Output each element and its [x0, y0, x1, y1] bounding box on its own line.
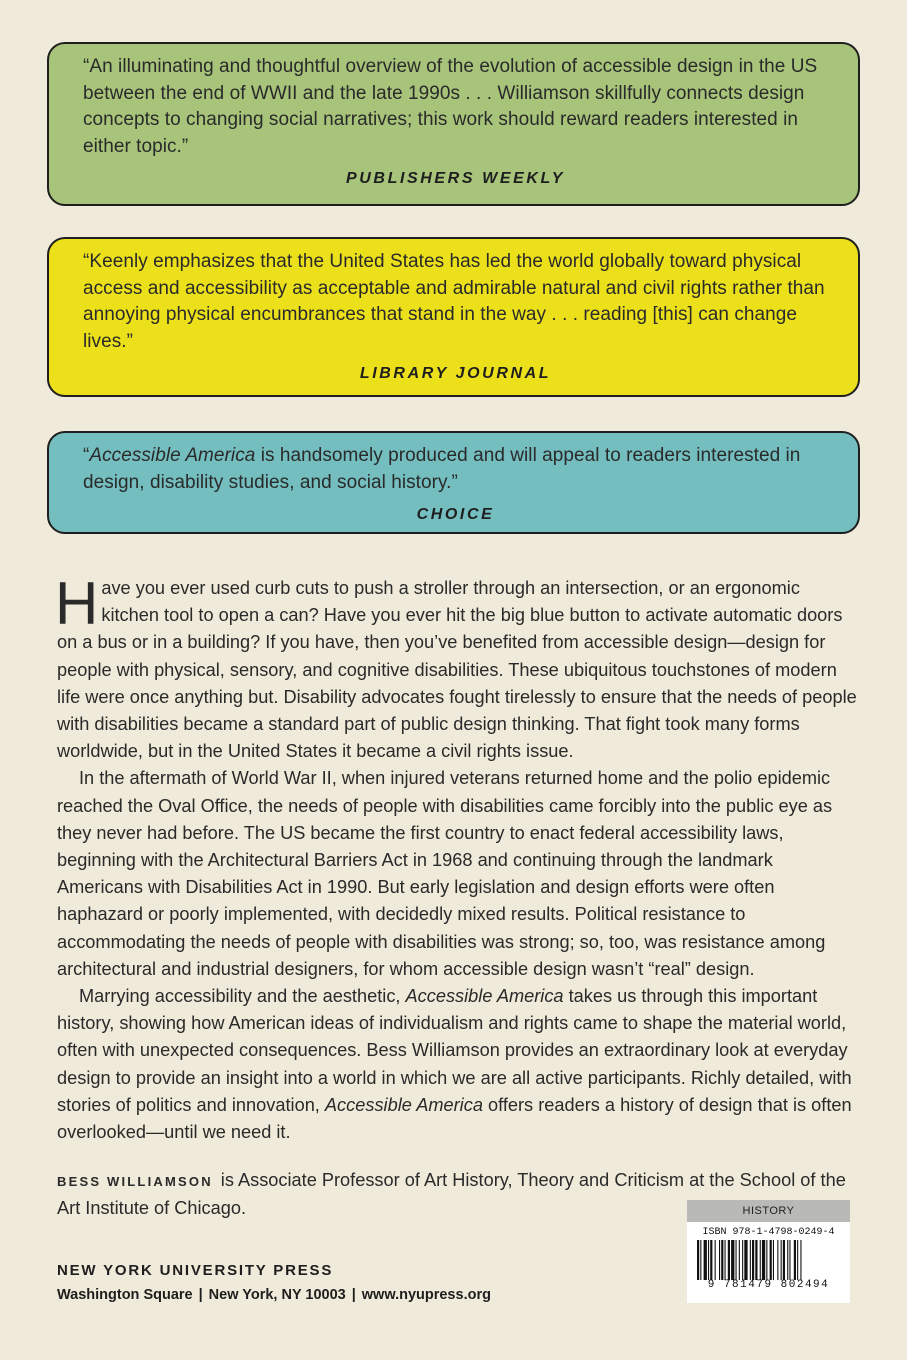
barcode-bar: [783, 1240, 785, 1280]
review-quote: “An illuminating and thoughtful overview of the evolution of accessible design in the US between the end of WWII and the late 1990s . . . Williamson skillfully connects design concepts to changing social narratives; this work should reward readers interested in either topic.”: [83, 56, 818, 157]
separator: |: [351, 1287, 356, 1303]
barcode-bar: [762, 1240, 765, 1280]
barcode-bar: [742, 1240, 743, 1280]
barcode-bar: [770, 1240, 772, 1280]
barcode-bar: [794, 1240, 796, 1280]
barcode-bar: [715, 1240, 716, 1280]
category-label: HISTORY: [687, 1200, 850, 1222]
quote-open-mark: “: [83, 445, 90, 466]
barcode-bar: [777, 1240, 778, 1280]
barcode-bar: [704, 1240, 707, 1280]
barcode-bar: [760, 1240, 761, 1280]
publisher-block: [57, 1262, 491, 1303]
barcode-bar: [750, 1240, 751, 1280]
publisher-website: www.nyupress.org: [361, 1287, 491, 1303]
drop-cap: H: [55, 570, 99, 637]
publisher-address: [57, 1287, 491, 1303]
publisher-name: NEW YORK UNIVERSITY PRESS: [57, 1262, 334, 1279]
barcode-bar: [697, 1240, 699, 1280]
barcode-bar: [725, 1240, 726, 1280]
book-description: [55, 570, 857, 1146]
description-paragraph-3: [57, 983, 857, 1146]
review-box-choice: [47, 431, 860, 534]
barcode-bar: [736, 1240, 737, 1280]
barcode-bar: [787, 1240, 788, 1280]
barcode-bar: [708, 1240, 709, 1280]
isbn-number: ISBN 978-1-4798-0249-4: [702, 1227, 835, 1238]
review-source: CHOICE: [416, 506, 495, 523]
barcode-bar: [744, 1240, 747, 1280]
review-box-publishers-weekly: [47, 42, 860, 206]
barcode-bar: [781, 1240, 782, 1280]
review-quote: “Keenly emphasizes that the United States has led the world globally toward physical access and accessibility as acceptable and admirable natural and civil rights rather than annoying physical encumbrances that stand in the way . . . reading [this] can change lives.”: [83, 251, 825, 352]
barcode-bar: [710, 1240, 712, 1280]
barcode-bar: [739, 1240, 740, 1280]
barcode-icon: [693, 1240, 844, 1280]
author-name: BESS WILLIAMSON: [57, 1174, 213, 1189]
author-bio-text: is Associate Professor of Art History, Theory and Criticism at the School of the Art Institute of Chicago.: [57, 1170, 846, 1218]
ean-number: 9 781479 802494: [707, 1279, 830, 1291]
barcode-bar: [752, 1240, 754, 1280]
separator: |: [198, 1287, 203, 1303]
barcode-bar: [721, 1240, 723, 1280]
review-box-library-journal: [47, 237, 860, 397]
quote-rest: is handsomely produced and will appeal to readers interested in design, disability studies, and social history.”: [83, 445, 801, 493]
review-source: LIBRARY JOURNAL: [359, 365, 552, 382]
barcode-box: [687, 1222, 850, 1303]
barcode-bar: [797, 1240, 798, 1280]
barcode-bar: [755, 1240, 757, 1280]
book-title: Accessible America: [405, 986, 564, 1007]
barcode-bar: [728, 1240, 730, 1280]
paragraph-text: ave you ever used curb cuts to push a stroller through an intersection, or an ergonomic kitchen tool to open a can? Have you ever hit the big blue button to activate automatic doors on a bus or in a building? If you have, then you’ve benefited from accessible design—design for people with physical, sensory, and cognitive disabilities. These ubiquitous touchstones of modern life were once anything but. Disability advocates fought tirelessly to ensure that the needs of people with disabilities became a standard part of public design thinking. That fight took many forms worldwide, but in the United States it became a civil rights issue.: [57, 578, 857, 762]
barcode-bar: [773, 1240, 774, 1280]
barcode-bar: [789, 1240, 790, 1280]
review-quote: [83, 443, 828, 496]
barcode-bar: [766, 1240, 767, 1280]
book-title: Accessible America: [324, 1094, 483, 1115]
barcode-bar: [731, 1240, 734, 1280]
paragraph-text: Marrying accessibility and the aesthetic,: [79, 986, 406, 1007]
paragraph-text: offers readers a history of design that is often overlooked—until we need it.: [57, 1094, 852, 1143]
publisher-city: New York, NY 10003: [208, 1287, 346, 1303]
barcode-area: [687, 1200, 850, 1303]
book-title: Accessible America: [89, 445, 256, 466]
paragraph-text: takes us through this important history, showing how American ideas of individualism and rights came to shape the material world, often with unexpected consequences. Bess Williamson provides an extraordinary look at everyday design to provide an insight into a world in which we are all active participants. Richly detailed, with stories of politics and innovation,: [57, 986, 852, 1115]
barcode-bar: [719, 1240, 720, 1280]
review-source: PUBLISHERS WEEKLY: [345, 170, 566, 187]
publisher-street: Washington Square: [57, 1287, 193, 1303]
barcode-bar: [700, 1240, 701, 1280]
description-paragraph-2: In the aftermath of World War II, when injured veterans returned home and the polio epidemic reached the Oval Office, the needs of people with disabilities came forcibly into the public eye as they never had before. The US became the first country to enact federal accessibility laws, beginning with the Architectural Barriers Act in 1968 and continuing through the landmark Americans with Disabilities Act in 1990. But early legislation and design efforts were often haphazard or poorly implemented, with decidedly mixed results. Political resistance to accommodating the needs of people with disabilities was strong; so, too, was resistance among architectural and industrial designers, for whom accessible design wasn’t “real” design.: [57, 768, 833, 979]
barcode-bar: [800, 1240, 801, 1280]
description-paragraph-1: [55, 570, 857, 765]
